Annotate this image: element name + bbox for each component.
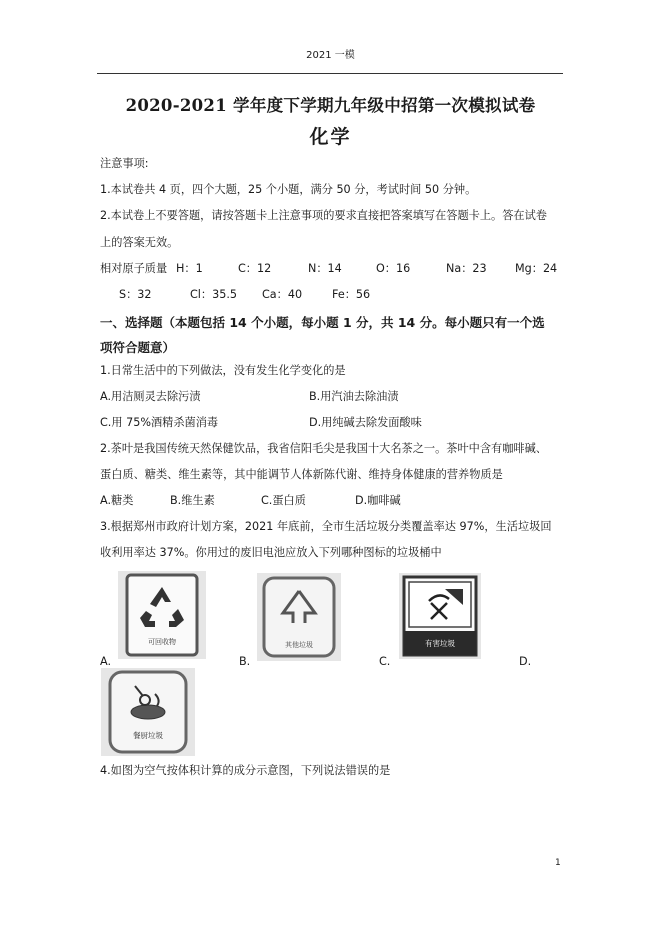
page-number: 1 xyxy=(555,858,561,868)
atomic-mass-s: S：32 xyxy=(119,288,152,301)
kitchen-waste-bin-image xyxy=(101,668,195,756)
q3-option-c: C. xyxy=(379,655,391,668)
q2-option-c: C.蛋白质 xyxy=(261,494,306,507)
q3-option-b: B. xyxy=(239,655,251,668)
q2-stem-2: 蛋白质、糖类、维生素等，其中能调节人体新陈代谢、维持身体健康的营养物质是 xyxy=(100,468,503,481)
atomic-mass-cl: Cl：35.5 xyxy=(190,288,238,301)
q3-option-d: D. xyxy=(519,655,532,668)
subject-title: 化学 xyxy=(309,126,352,148)
q1-option-a: A.用洁厕灵去除污渍 xyxy=(100,390,201,403)
hazardous-waste-bin-image xyxy=(399,573,481,659)
other-waste-bin-image xyxy=(257,573,341,661)
recyclable-bin-image xyxy=(118,571,206,659)
section-1-heading: 一、选择题（本题包括 14 个小题，每小题 1 分，共 14 分。每小题只有一个选 xyxy=(100,315,545,330)
other-waste-label: 其他垃圾 xyxy=(285,641,313,649)
header-divider xyxy=(97,73,563,74)
atomic-mass-n: N：14 xyxy=(308,262,342,275)
q3-option-a: A. xyxy=(100,655,112,668)
atomic-mass-o: O：16 xyxy=(376,262,411,275)
q2-option-a: A.糖类 xyxy=(100,494,134,507)
exam-title: 2020-2021 学年度下学期九年级中招第一次模拟试卷 xyxy=(125,96,536,115)
atomic-mass-mg: Mg：24 xyxy=(515,262,558,275)
hazardous-waste-label: 有害垃圾 xyxy=(425,639,455,648)
recyclable-label: 可回收物 xyxy=(148,638,176,646)
q3-stem-1: 3.根据郑州市政府计划方案，2021 年底前，全市生活垃圾分类覆盖率达 97%，生活垃圾回 xyxy=(100,520,552,533)
atomic-mass-label: 相对原子质量 xyxy=(100,262,168,275)
notes-line-2a: 2.本试卷上不要答题，请按答题卡上注意事项的要求直接把答案填写在答题卡上。答在试卷 xyxy=(100,209,547,222)
q1-stem: 1.日常生活中的下列做法，没有发生化学变化的是 xyxy=(100,364,346,377)
atomic-mass-fe: Fe：56 xyxy=(332,288,371,301)
q1-option-c: C.用 75%酒精杀菌消毒 xyxy=(100,416,219,429)
q2-option-b: B.维生素 xyxy=(170,494,215,507)
q1-option-b: B.用汽油去除油渍 xyxy=(309,390,399,403)
atomic-mass-ca: Ca：40 xyxy=(262,288,303,301)
notes-line-2b: 上的答案无效。 xyxy=(100,236,179,249)
q4-stem: 4.如图为空气按体积计算的成分示意图，下列说法错误的是 xyxy=(100,764,391,777)
section-1-heading-cont: 项符合题意） xyxy=(100,340,176,355)
notes-heading: 注意事项: xyxy=(100,157,149,170)
atomic-mass-h: H：1 xyxy=(176,262,203,275)
q3-stem-2: 收利用率达 37%。你用过的废旧电池应放入下列哪种图标的垃圾桶中 xyxy=(100,546,442,559)
q2-stem-1: 2.茶叶是我国传统天然保健饮品，我省信阳毛尖是我国十大名茶之一。茶叶中含有咖啡碱、 xyxy=(100,442,547,455)
q1-option-d: D.用纯碱去除发面酸味 xyxy=(309,416,422,429)
notes-line-1: 1.本试卷共 4 页，四个大题，25 个小题，满分 50 分，考试时间 50 分钟。 xyxy=(100,183,477,196)
atomic-mass-c: C：12 xyxy=(238,262,272,275)
page-header: 2021 一模 xyxy=(306,50,355,61)
kitchen-waste-label: 餐厨垃圾 xyxy=(133,731,163,740)
atomic-mass-na: Na：23 xyxy=(446,262,487,275)
q2-option-d: D.咖啡碱 xyxy=(355,494,401,507)
